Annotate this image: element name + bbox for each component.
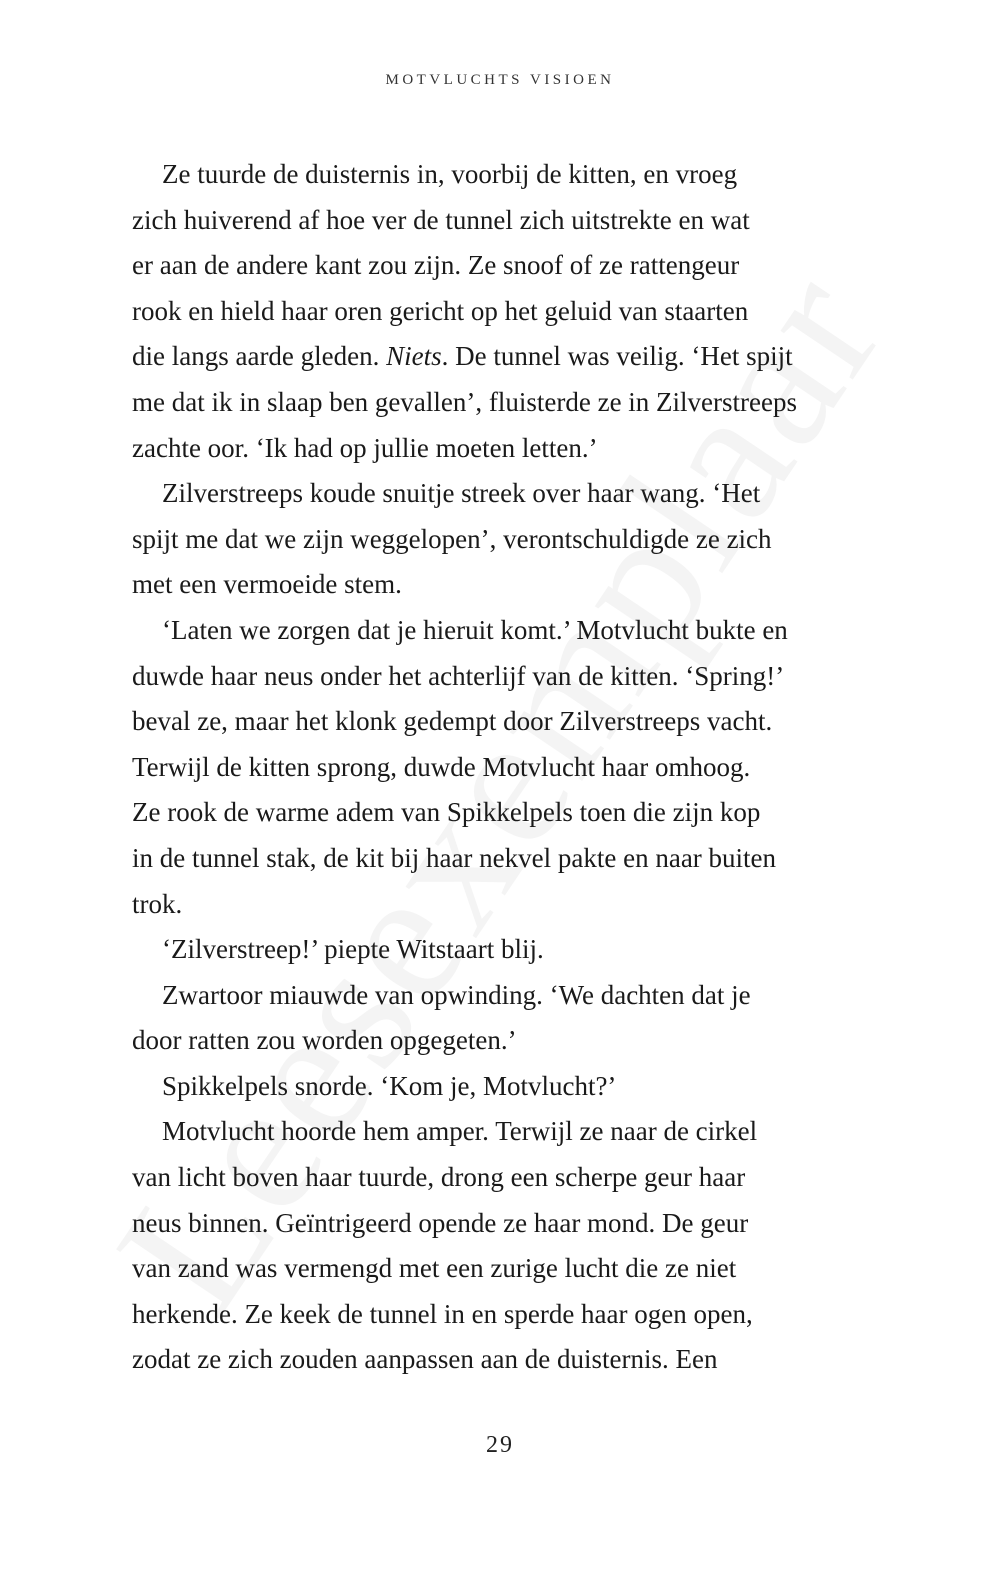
text-line: met een vermoeide stem. [132,569,402,600]
text-line: me dat ik in slaap ben gevallen’, fluisterde ze in Zilverstreeps [132,386,798,417]
text-line: van zand was vermengd met een zurige lucht die ze niet [132,1253,737,1284]
text-line: Spikkelpels snorde. ‘Kom je, Motvlucht?’ [162,1070,617,1101]
body-text [132,152,872,1383]
text-line: van licht boven haar tuurde, drong een scherpe geur haar [132,1162,746,1193]
text-line: herkende. Ze keek de tunnel in en sperde haar ogen open, [132,1298,753,1329]
text-line: trok. [132,888,183,919]
text-line: in de tunnel stak, de kit bij haar nekvel pakte en naar buiten [132,842,777,873]
text-line: Ze tuurde de duisternis in, voorbij de kitten, en vroeg [162,159,738,189]
text-line: ‘Laten we zorgen dat je hieruit komt.’ Motvlucht bukte en [162,614,788,645]
text-line: door ratten zou worden opgegeten.’ [132,1025,517,1056]
text-line [132,334,872,380]
text-line: Zwartoor miauwde van opwinding. ‘We dachten dat je [162,979,751,1010]
page-number: 29 [486,1432,514,1458]
text-line: ‘Zilverstreep!’ piepte Witstaart blij. [162,934,544,965]
text-line: neus binnen. Geïntrigeerd opende ze haar mond. De geur [132,1207,749,1238]
body-paragraphs [132,152,872,1383]
text-line: Ze rook de warme adem van Spikkelpels toen die zijn kop [132,797,761,828]
text-line: Motvlucht hoorde hem amper. Terwijl ze naar de cirkel [162,1116,758,1147]
text-line: er aan de andere kant zou zijn. Ze snoof of ze rattengeur [132,250,740,281]
text-line: beval ze, maar het klonk gedempt door Zilverstreeps vacht. [132,706,773,737]
text-line: duwde haar neus onder het achterlijf van de kitten. ‘Spring!’ [132,660,785,691]
text-line: zachte oor. ‘Ik had op jullie moeten letten.’ [132,432,598,463]
text-line: rook en hield haar oren gericht op het geluid van staarten [132,295,749,326]
text-line: spijt me dat we zijn weggelopen’, verontschuldigde ze zich [132,523,772,554]
text-segment: . De tunnel was veilig. ‘Het spijt [441,341,793,372]
text-line: Zilverstreeps koude snuitje streek over haar wang. ‘Het [162,478,761,509]
text-line: zodat ze zich zouden aanpassen aan de duisternis. Een [132,1344,718,1375]
text-segment: die langs aarde gleden. [132,341,387,372]
italic-word: Niets [386,341,442,372]
text-line: zich huiverend af hoe ver de tunnel zich uitstrekte en wat [132,204,750,235]
running-header: MOTVLUCHTS VISIOEN [385,72,615,88]
text-line: Terwijl de kitten sprong, duwde Motvlucht haar omhoog. [132,751,751,782]
